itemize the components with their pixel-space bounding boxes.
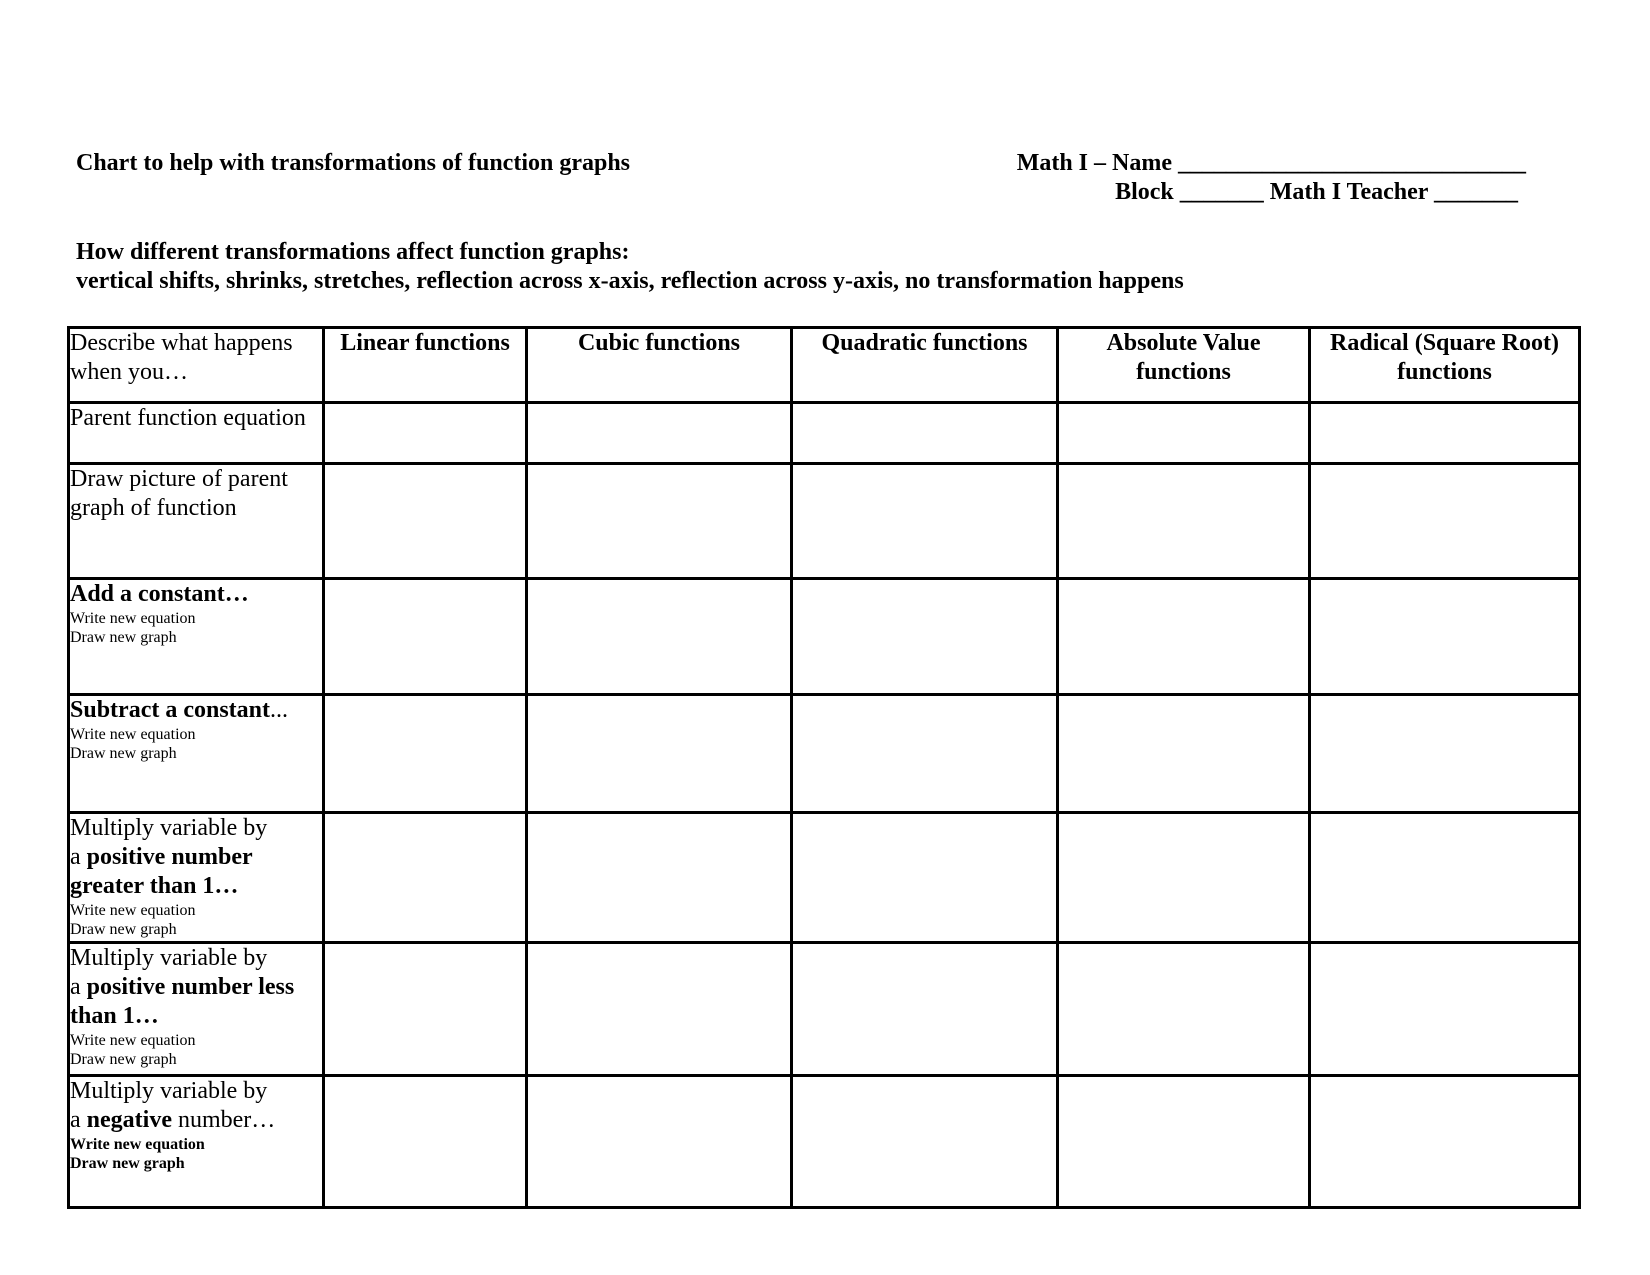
row-label-main: negative — [86, 1107, 172, 1133]
name-field-line: Math I – Name _____________________________ — [1016, 150, 1526, 176]
answer-cell[interactable] — [792, 695, 1058, 813]
row-label-main: positive number less than 1… — [70, 974, 295, 1029]
row-label-main: positive number greater than 1… — [70, 844, 253, 899]
subheading-line-1: How different transformations affect function graphs: — [76, 239, 630, 265]
column-header-absolute-value: Absolute Value functions — [1058, 328, 1310, 403]
row-label-subtract-constant — [69, 695, 324, 813]
answer-cell[interactable] — [324, 464, 527, 579]
answer-cell[interactable] — [1310, 403, 1580, 464]
answer-cell[interactable] — [1310, 579, 1580, 695]
row-label-tail: number… — [177, 1107, 276, 1133]
answer-cell[interactable] — [1310, 813, 1580, 943]
answer-cell[interactable] — [1058, 695, 1310, 813]
instruction-draw-graph: Draw new graph — [70, 1051, 177, 1068]
row-label-parent-graph: Draw picture of parent graph of function — [69, 464, 324, 579]
answer-cell[interactable] — [1058, 579, 1310, 695]
answer-cell[interactable] — [324, 943, 527, 1076]
instruction-draw-graph: Draw new graph — [70, 921, 177, 938]
table-row — [69, 1076, 1580, 1208]
row-label-multiply-less-than-one — [69, 943, 324, 1076]
answer-cell[interactable] — [527, 579, 792, 695]
header-row — [69, 328, 1580, 403]
answer-cell[interactable] — [527, 464, 792, 579]
row-label-main: Subtract a constant — [70, 697, 271, 723]
answer-cell[interactable] — [527, 403, 792, 464]
answer-cell[interactable] — [792, 943, 1058, 1076]
row-label-a: a — [70, 844, 81, 870]
answer-cell[interactable] — [527, 1076, 792, 1208]
row-label-prefix: Multiply variable by — [70, 1078, 268, 1104]
answer-cell[interactable] — [1058, 813, 1310, 943]
row-label-main: Add a constant… — [70, 581, 249, 607]
answer-cell[interactable] — [1058, 943, 1310, 1076]
answer-cell[interactable] — [527, 943, 792, 1076]
row-label-a: a — [70, 1107, 81, 1133]
column-header-cubic: Cubic functions — [527, 328, 792, 403]
answer-cell[interactable] — [527, 813, 792, 943]
corner-label: Describe what happens when you… — [69, 328, 324, 403]
answer-cell[interactable] — [1058, 464, 1310, 579]
answer-cell[interactable] — [1310, 464, 1580, 579]
instruction-draw-graph: Draw new graph — [70, 629, 177, 646]
table-row — [69, 695, 1580, 813]
answer-cell[interactable] — [1058, 403, 1310, 464]
transformations-chart — [67, 326, 1581, 1209]
instruction-write-equation: Write new equation — [70, 610, 196, 627]
subheading-line-2: vertical shifts, shrinks, stretches, reflection across x-axis, reflection across y-axis, no transformation happens — [76, 268, 1184, 294]
table-row — [69, 403, 1580, 464]
page-title: Chart to help with transformations of function graphs — [76, 150, 631, 176]
instruction-write-equation: Write new equation — [70, 726, 196, 743]
row-label-tail: ... — [270, 697, 289, 723]
answer-cell[interactable] — [792, 813, 1058, 943]
row-label-a: a — [70, 974, 81, 1000]
row-label-prefix: Multiply variable by — [70, 815, 268, 841]
instruction-draw-graph: Draw new graph — [70, 745, 177, 762]
table-row — [69, 579, 1580, 695]
answer-cell[interactable] — [324, 403, 527, 464]
answer-cell[interactable] — [324, 695, 527, 813]
row-label-multiply-negative — [69, 1076, 324, 1208]
column-header-quadratic: Quadratic functions — [792, 328, 1058, 403]
answer-cell[interactable] — [324, 1076, 527, 1208]
answer-cell[interactable] — [1310, 695, 1580, 813]
instruction-write-equation: Write new equation — [70, 1136, 205, 1153]
column-header-radical: Radical (Square Root) functions — [1310, 328, 1580, 403]
table-row — [69, 464, 1580, 579]
instruction-draw-graph: Draw new graph — [70, 1155, 185, 1172]
answer-cell[interactable] — [1058, 1076, 1310, 1208]
answer-cell[interactable] — [1310, 1076, 1580, 1208]
instruction-write-equation: Write new equation — [70, 1032, 196, 1049]
answer-cell[interactable] — [792, 403, 1058, 464]
row-label-prefix: Multiply variable by — [70, 945, 268, 971]
row-label-add-constant — [69, 579, 324, 695]
row-label-multiply-greater-than-one — [69, 813, 324, 943]
row-label-parent-equation: Parent function equation — [69, 403, 324, 464]
answer-cell[interactable] — [324, 579, 527, 695]
answer-cell[interactable] — [792, 464, 1058, 579]
answer-cell[interactable] — [324, 813, 527, 943]
table-row — [69, 813, 1580, 943]
block-teacher-field-line: Block _______ Math I Teacher _______ — [1115, 179, 1518, 205]
instruction-write-equation: Write new equation — [70, 902, 196, 919]
answer-cell[interactable] — [1310, 943, 1580, 1076]
subheading — [76, 238, 1184, 296]
column-header-linear: Linear functions — [324, 328, 527, 403]
answer-cell[interactable] — [527, 695, 792, 813]
table-row — [69, 943, 1580, 1076]
answer-cell[interactable] — [792, 1076, 1058, 1208]
answer-cell[interactable] — [792, 579, 1058, 695]
